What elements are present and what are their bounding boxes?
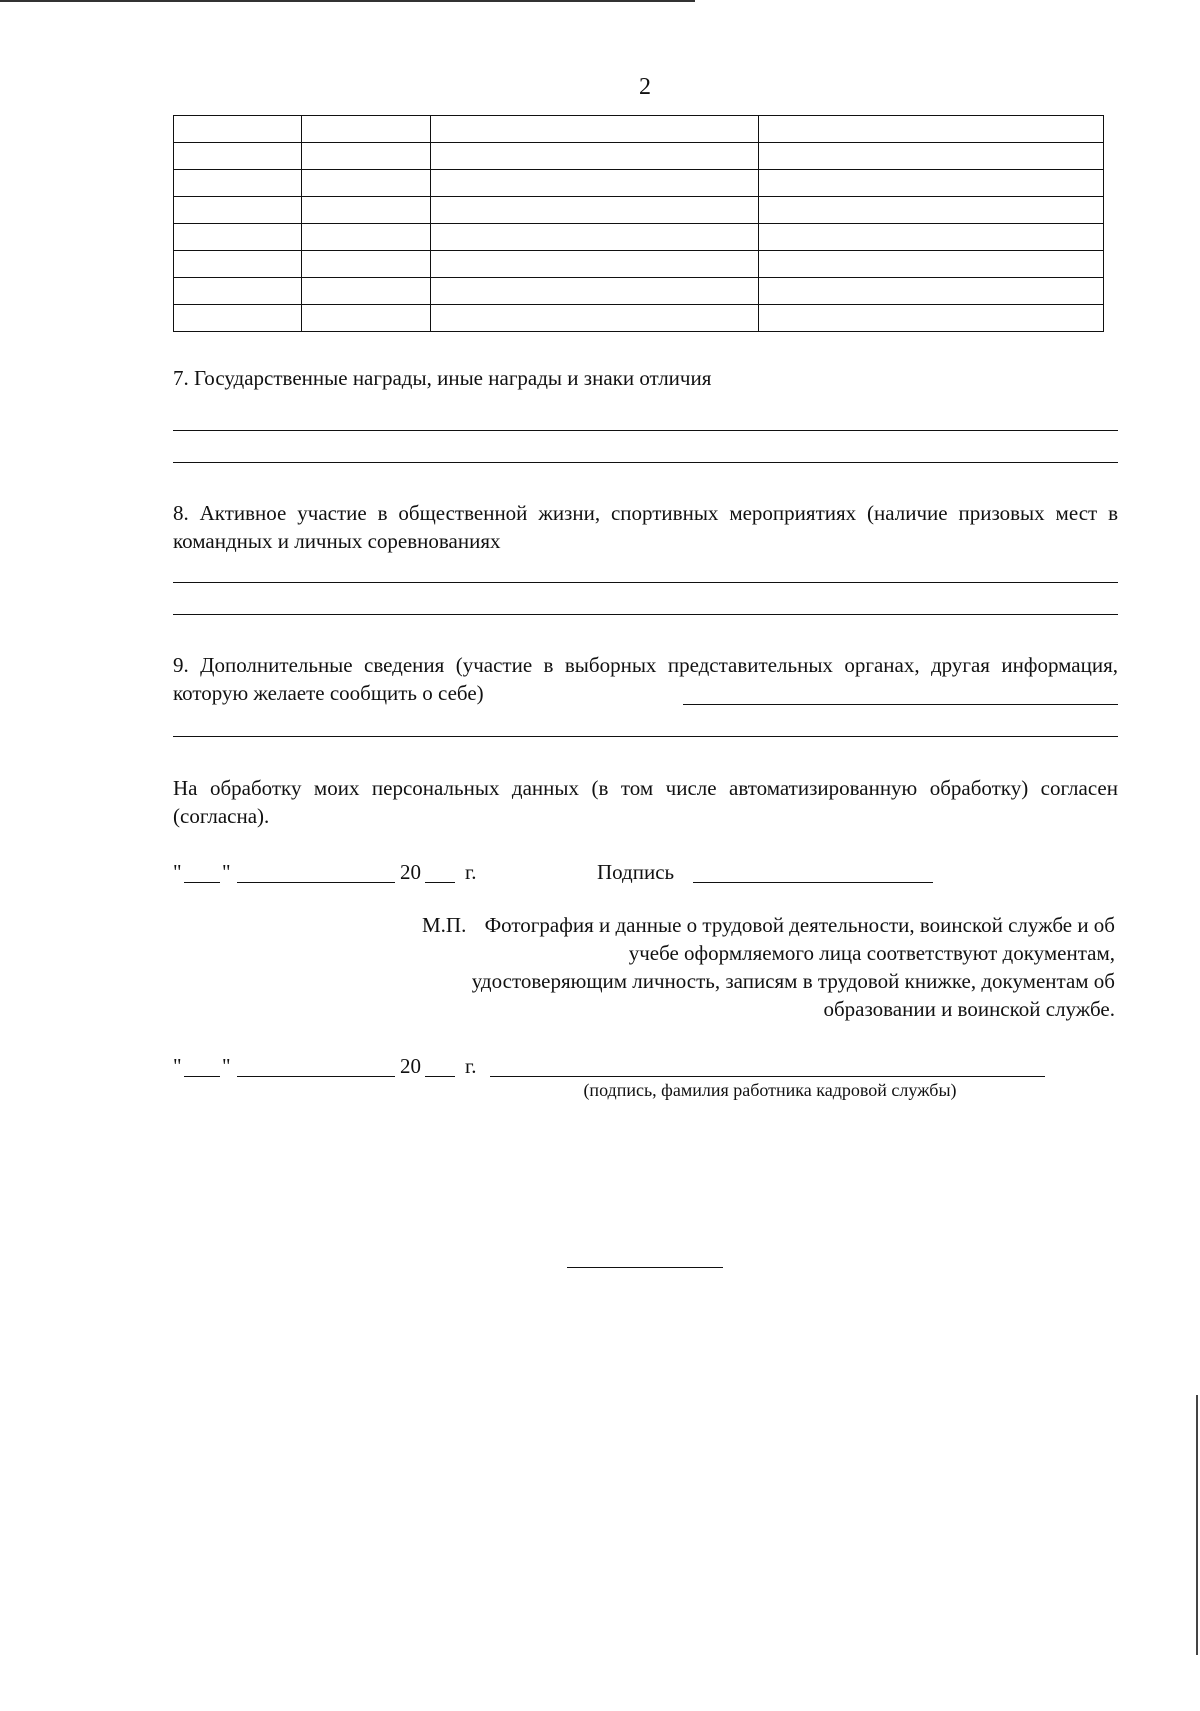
table-cell[interactable]: [759, 116, 1104, 143]
year-prefix-2: 20: [400, 1054, 421, 1078]
hr-signature-caption: (подпись, фамилия работника кадровой службы): [583, 1080, 957, 1100]
table-cell[interactable]: [431, 143, 759, 170]
table-body: [174, 116, 1104, 332]
section-7-line-1[interactable]: [173, 430, 1118, 431]
table-row: [174, 224, 1104, 251]
table-cell[interactable]: [759, 143, 1104, 170]
photo-verification-note: Фотография и данные о трудовой деятельности, воинской службе и об учебе оформляемого лица соответствуют документам, удостоверяющим личность, записям в трудовой книжке, документам об образовании и воинской службе.: [471, 913, 1115, 1021]
table-cell[interactable]: [302, 305, 431, 332]
year-blank-2[interactable]: [425, 1076, 455, 1077]
date-close-quote: ": [222, 860, 231, 884]
table-cell[interactable]: [174, 197, 302, 224]
table-cell[interactable]: [759, 278, 1104, 305]
table-cell[interactable]: [174, 278, 302, 305]
year-suffix-2: г.: [465, 1054, 477, 1078]
signature-row-2: [173, 1052, 1073, 1082]
year-blank[interactable]: [425, 882, 455, 883]
table-cell[interactable]: [302, 116, 431, 143]
table-row: [174, 197, 1104, 224]
consent-text: На обработку моих персональных данных (в том числе автоматизированную обработку) согласен (согласна).: [173, 776, 1118, 828]
section-8-line-2[interactable]: [173, 614, 1118, 615]
end-of-document-rule: [567, 1267, 723, 1268]
table-row: [174, 143, 1104, 170]
table-cell[interactable]: [431, 197, 759, 224]
section-9-line-2[interactable]: [173, 736, 1118, 737]
table-cell[interactable]: [302, 251, 431, 278]
date-close-quote-2: ": [222, 1054, 231, 1078]
section-8-heading: 8. Активное участие в общественной жизни, спортивных мероприятиях (наличие призовых мест в командных и личных соревнованиях: [173, 501, 1118, 553]
date-day-blank-2[interactable]: [184, 1076, 220, 1077]
year-prefix: 20: [400, 860, 421, 884]
table-cell[interactable]: [759, 170, 1104, 197]
table-cell[interactable]: [174, 143, 302, 170]
table-row: [174, 305, 1104, 332]
table-cell[interactable]: [302, 224, 431, 251]
table-row: [174, 251, 1104, 278]
table-cell[interactable]: [431, 224, 759, 251]
table-row: [174, 116, 1104, 143]
table-cell[interactable]: [174, 251, 302, 278]
table-cell[interactable]: [302, 278, 431, 305]
section-7-line-2[interactable]: [173, 462, 1118, 463]
table-cell[interactable]: [174, 116, 302, 143]
section-9-inline-line[interactable]: [683, 704, 1118, 705]
table-cell[interactable]: [302, 143, 431, 170]
hr-officer-signature-blank[interactable]: [490, 1076, 1045, 1077]
data-table: [173, 115, 1104, 332]
date-day-blank[interactable]: [184, 882, 220, 883]
signature-label: Подпись: [597, 860, 675, 884]
table-cell[interactable]: [431, 278, 759, 305]
table-cell[interactable]: [174, 170, 302, 197]
signature-row-1: [173, 858, 1073, 888]
page-number: 2: [639, 74, 651, 100]
table-cell[interactable]: [302, 170, 431, 197]
date-open-quote: ": [173, 860, 182, 884]
table-cell[interactable]: [431, 251, 759, 278]
table-cell[interactable]: [431, 170, 759, 197]
table-cell[interactable]: [759, 305, 1104, 332]
table-cell[interactable]: [759, 224, 1104, 251]
date-month-blank-2[interactable]: [237, 1076, 395, 1077]
table-cell[interactable]: [302, 197, 431, 224]
section-9-heading: 9. Дополнительные сведения (участие в выборных представительных органах, другая информация, которую желаете сообщить о себе): [173, 653, 1118, 705]
signature-blank[interactable]: [693, 882, 933, 883]
table-row: [174, 170, 1104, 197]
stamp-label: М.П.: [422, 913, 467, 937]
scan-edge-mark: [1196, 1395, 1198, 1655]
top-edge-rule: [0, 0, 695, 2]
date-month-blank[interactable]: [237, 882, 395, 883]
table-cell[interactable]: [174, 224, 302, 251]
date-open-quote-2: ": [173, 1054, 182, 1078]
section-7-heading: 7. Государственные награды, иные награды и знаки отличия: [173, 366, 712, 390]
table-cell[interactable]: [759, 197, 1104, 224]
table-cell[interactable]: [431, 305, 759, 332]
table-cell[interactable]: [431, 116, 759, 143]
section-8-line-1[interactable]: [173, 582, 1118, 583]
year-suffix: г.: [465, 860, 477, 884]
table-cell[interactable]: [759, 251, 1104, 278]
table-row: [174, 278, 1104, 305]
table-cell[interactable]: [174, 305, 302, 332]
